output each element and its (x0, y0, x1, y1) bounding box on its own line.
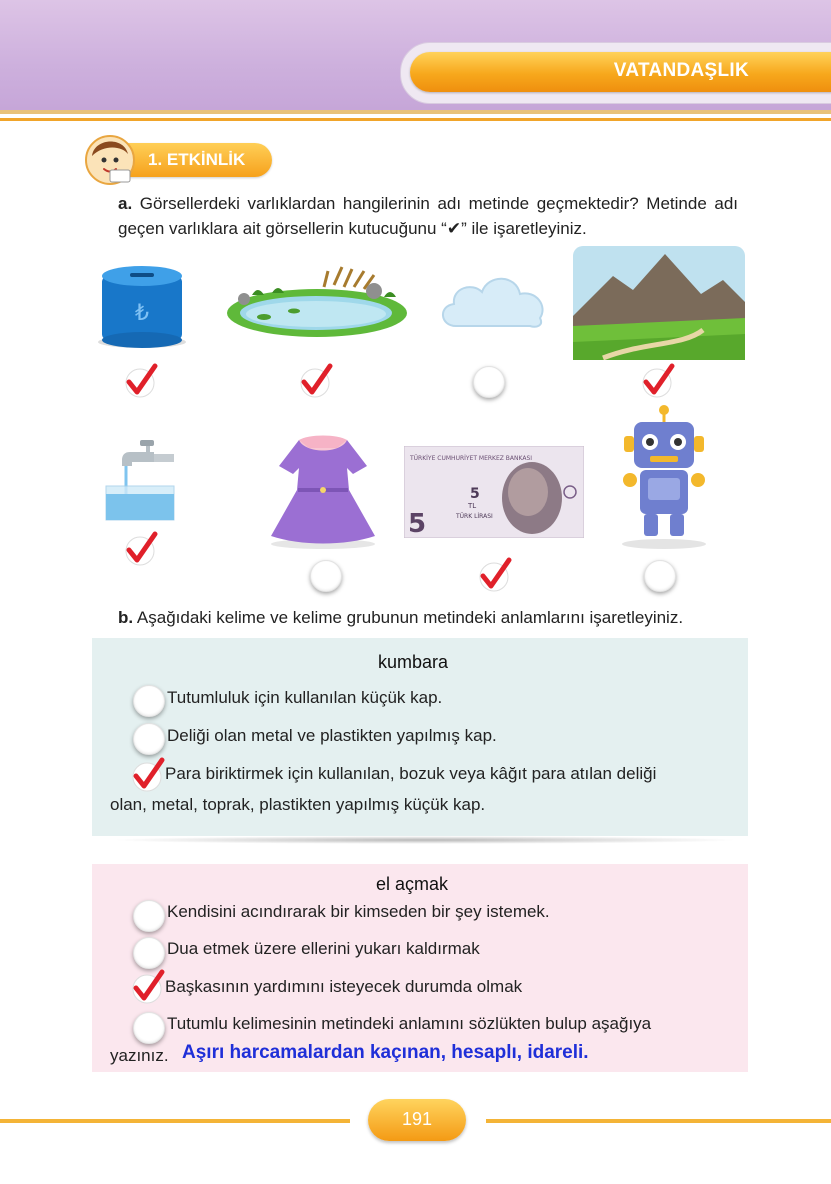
question-b (118, 605, 758, 630)
el-acmak-box (92, 864, 748, 1072)
kumbara-option-1-radio[interactable] (133, 685, 165, 717)
question-a-text: Görsellerdeki varlıklardan hangilerinin adı metinde geçmektedir? Metinde adı geçen varlıklara ait görsellerin kutucuğunu “✔” ile işaretleyiniz. (118, 194, 738, 238)
kumbara-option-1: Tutumluluk için kullanılan küçük kap. (167, 688, 443, 707)
activity-title: 1. ETKİNLİK (148, 150, 246, 169)
question-b-text: Aşağıdaki kelime ve kelime grubunun metindeki anlamlarını işaretleyiniz. (136, 608, 684, 627)
check-banknote-icon[interactable] (475, 556, 513, 594)
header-divider-orange (0, 118, 831, 121)
check-pond-icon[interactable] (296, 362, 334, 400)
mountain-landscape-icon (573, 246, 745, 360)
dress-icon (265, 430, 381, 550)
el-acmak-option-1-radio[interactable] (133, 900, 165, 932)
cloud-icon (436, 266, 550, 330)
footer-line-left (0, 1119, 350, 1123)
tutumlu-question-bullet (133, 1012, 165, 1044)
header-divider (0, 110, 831, 114)
el-acmak-option-3-check-icon[interactable] (128, 968, 166, 1006)
kumbara-option-3-check-icon[interactable] (128, 756, 166, 794)
banknote-header: TÜRKİYE CUMHURİYET MERKEZ BANKASI (410, 455, 533, 462)
check-piggy-bank-icon[interactable] (121, 362, 159, 400)
svg-text:₺: ₺ (135, 301, 149, 326)
checkbox-robot[interactable] (644, 560, 676, 592)
banknote-currency: TL (468, 502, 477, 510)
pond-icon (224, 265, 410, 339)
kumbara-option-3: Para biriktirmek için kullanılan, bozuk veya kâğıt para atılan deliği (165, 764, 657, 783)
question-b-letter: b. (118, 608, 134, 627)
kumbara-box-shadow (110, 836, 740, 844)
water-tap-icon (104, 436, 176, 524)
checkbox-dress[interactable] (310, 560, 342, 592)
handwritten-answer: Aşırı harcamalardan kaçınan, hesaplı, idareli. (182, 1042, 589, 1063)
check-mountain-icon[interactable] (638, 362, 676, 400)
el-acmak-option-3: Başkasının yardımını isteyecek durumda olmak (165, 977, 523, 996)
tutumlu-question: Tutumlu kelimesinin metindeki anlamını sözlükten bulup aşağıya (167, 1014, 652, 1033)
piggy-bank-icon (96, 262, 192, 350)
el-acmak-option-1: Kendisini acındırarak bir kimseden bir şey istemek. (167, 902, 550, 921)
el-acmak-option-2: Dua etmek üzere ellerini yukarı kaldırmak (167, 939, 480, 958)
question-a (118, 191, 738, 241)
girl-mascot-icon (82, 130, 138, 186)
tutumlu-question-cont: yazınız. (110, 1046, 169, 1065)
footer-line-right (486, 1119, 831, 1123)
check-water-tap-icon[interactable] (121, 530, 159, 568)
kumbara-option-2: Deliği olan metal ve plastikten yapılmış kap. (167, 726, 497, 745)
kumbara-title: kumbara (378, 652, 449, 672)
section-title: VATANDAŞLIK (613, 60, 749, 81)
kumbara-option-2-radio[interactable] (133, 723, 165, 755)
robot-icon (618, 404, 710, 550)
banknote-value: 5 (408, 509, 427, 538)
question-a-letter: a. (118, 194, 133, 213)
el-acmak-title: el açmak (376, 874, 449, 894)
kumbara-option-3-cont: olan, metal, toprak, plastikten yapılmış küçük kap. (110, 795, 486, 814)
el-acmak-option-2-radio[interactable] (133, 937, 165, 969)
banknote-value-center: 5 (470, 486, 480, 502)
banknote-icon (404, 446, 584, 538)
checkbox-cloud[interactable] (473, 366, 505, 398)
banknote-label: TÜRK LİRASI (456, 513, 493, 520)
page-number: 191 (401, 1109, 433, 1129)
